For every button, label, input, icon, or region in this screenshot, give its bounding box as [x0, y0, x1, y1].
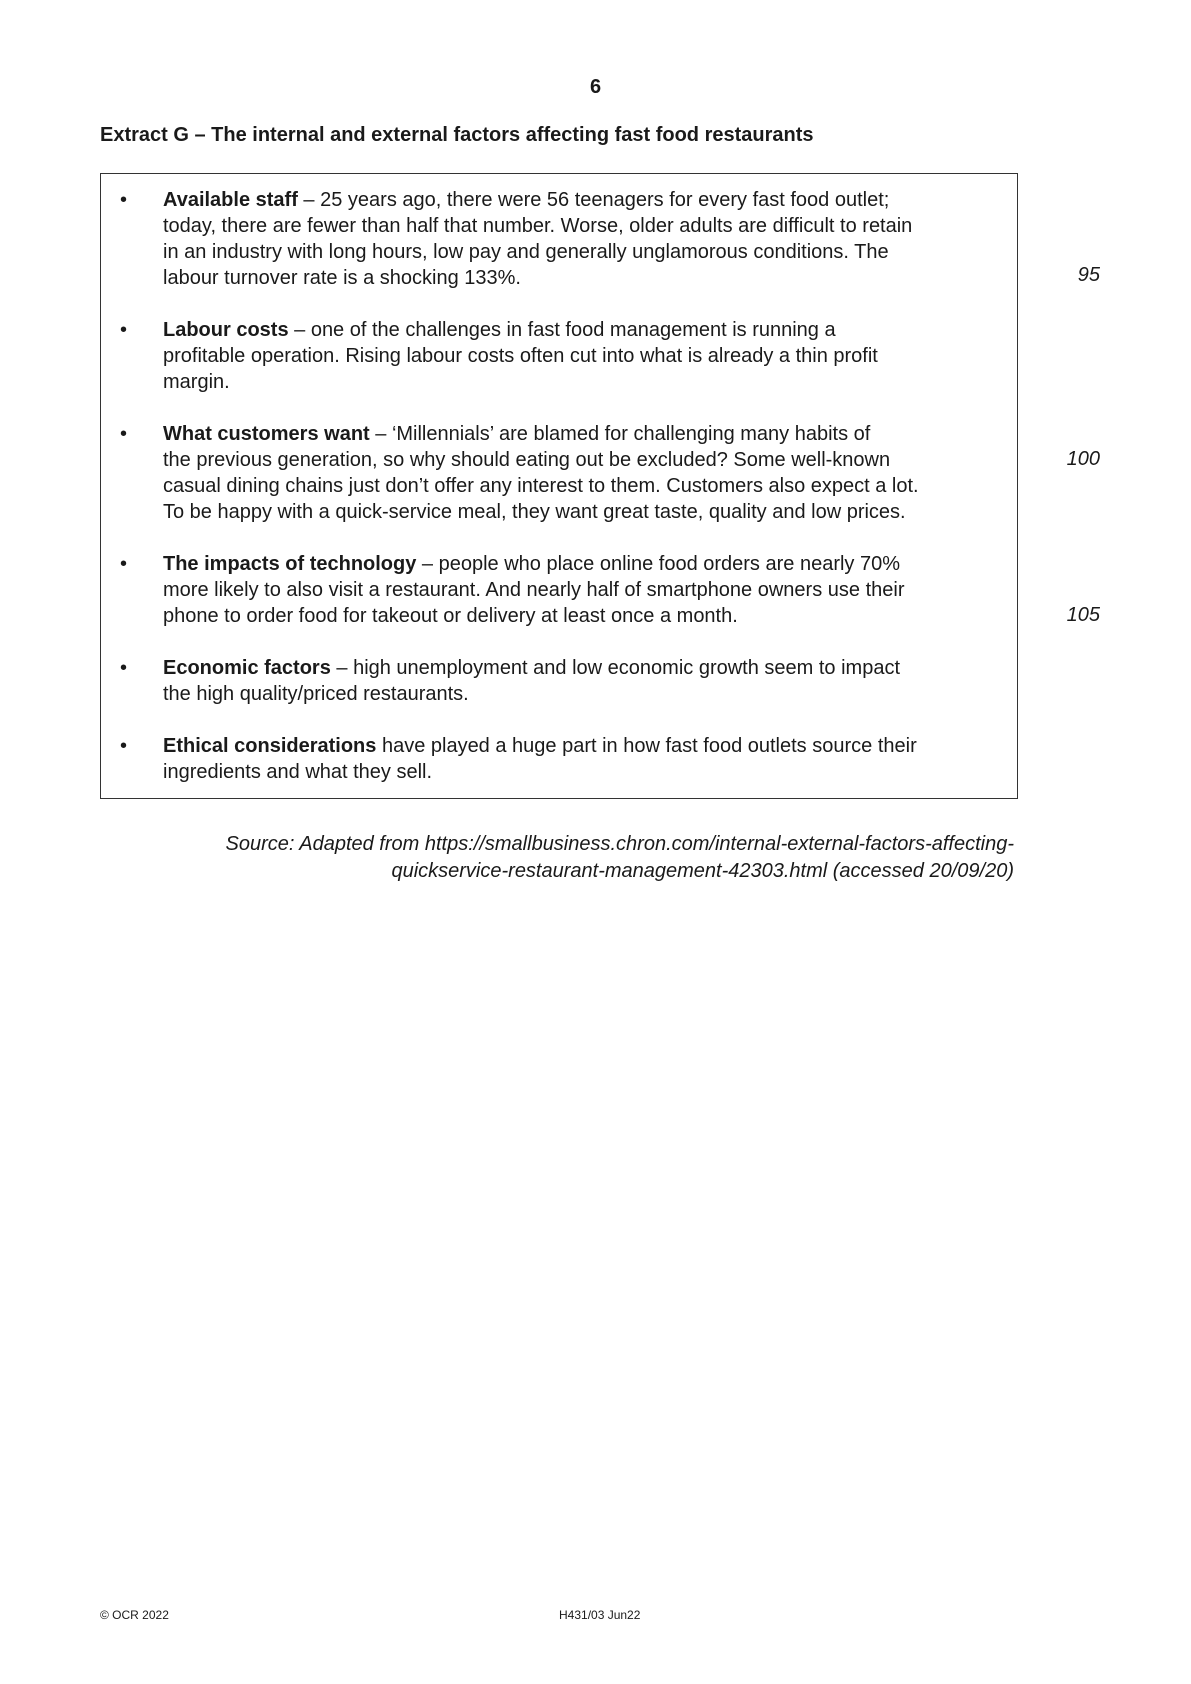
line-marker-100: 100: [1066, 448, 1100, 470]
bullet-text: [163, 551, 1013, 629]
text-line: the high quality/priced restaurants.: [163, 683, 469, 705]
bullet-icon: •: [120, 553, 128, 575]
text-line: [163, 187, 1013, 213]
bullet-icon: •: [120, 319, 128, 341]
text-line: [163, 733, 1013, 759]
bullet-heading: Ethical considerations: [163, 735, 377, 757]
bullet-heading: Economic factors: [163, 657, 331, 679]
bullet-text: [163, 655, 1013, 707]
text-line: [163, 551, 1013, 577]
text-segment: have played a huge part in how fast food outlets source their: [376, 735, 917, 757]
source-citation: [100, 831, 1014, 885]
bullet-heading: The impacts of technology: [163, 553, 417, 575]
text-line: [163, 655, 1013, 681]
page-number: 6: [589, 76, 602, 98]
text-segment: – people who place online food orders are nearly 70%: [416, 553, 901, 575]
text-line: labour turnover rate is a shocking 133%.: [163, 267, 521, 289]
footer-copyright: © OCR 2022: [100, 1608, 169, 1622]
text-line: the previous generation, so why should eating out be excluded? Some well-known: [163, 449, 891, 471]
footer-paper-code: H431/03 Jun22: [559, 1608, 641, 1622]
bullet-icon: •: [120, 423, 128, 445]
bullet-heading: Available staff: [163, 189, 298, 211]
extract-title: Extract G – The internal and external factors affecting fast food restaurants: [100, 124, 814, 146]
text-segment: – high unemployment and low economic growth seem to impact: [330, 657, 901, 679]
text-line: phone to order food for takeout or delivery at least once a month.: [163, 605, 738, 627]
bullet-text: [163, 187, 1013, 291]
text-segment: – ‘Millennials’ are blamed for challenging many habits of: [369, 423, 871, 445]
bullet-icon: •: [120, 657, 128, 679]
bullet-heading: Labour costs: [163, 319, 289, 341]
text-segment: – 25 years ago, there were 56 teenagers for every fast food outlet;: [297, 189, 890, 211]
text-line: profitable operation. Rising labour costs often cut into what is already a thin profit: [163, 345, 878, 367]
text-line: [163, 421, 1013, 447]
bullet-text: [163, 733, 1013, 785]
bullet-icon: •: [120, 735, 128, 757]
text-line: To be happy with a quick-service meal, they want great taste, quality and low prices.: [163, 501, 906, 523]
bullet-heading: What customers want: [163, 423, 370, 445]
source-line: Source: Adapted from https://smallbusiness.chron.com/internal-external-factors-affecting-: [225, 833, 1014, 855]
line-marker-105: 105: [1066, 604, 1100, 626]
line-marker-95: 95: [1077, 264, 1100, 286]
bullet-text: [163, 317, 1013, 395]
extract-box: [100, 173, 1018, 799]
text-line: casual dining chains just don’t offer any interest to them. Customers also expect a lot.: [163, 475, 919, 497]
text-line: in an industry with long hours, low pay and generally unglamorous conditions. The: [163, 241, 889, 263]
bullet-text: [163, 421, 1013, 525]
text-line: margin.: [163, 371, 230, 393]
text-line: today, there are fewer than half that number. Worse, older adults are difficult to retain: [163, 215, 913, 237]
text-line: more likely to also visit a restaurant. And nearly half of smartphone owners use their: [163, 579, 905, 601]
text-segment: – one of the challenges in fast food management is running a: [288, 319, 836, 341]
source-line: quickservice-restaurant-management-42303.html (accessed 20/09/20): [391, 860, 1014, 882]
text-line: ingredients and what they sell.: [163, 761, 433, 783]
text-line: [163, 317, 1013, 343]
bullet-icon: •: [120, 189, 128, 211]
